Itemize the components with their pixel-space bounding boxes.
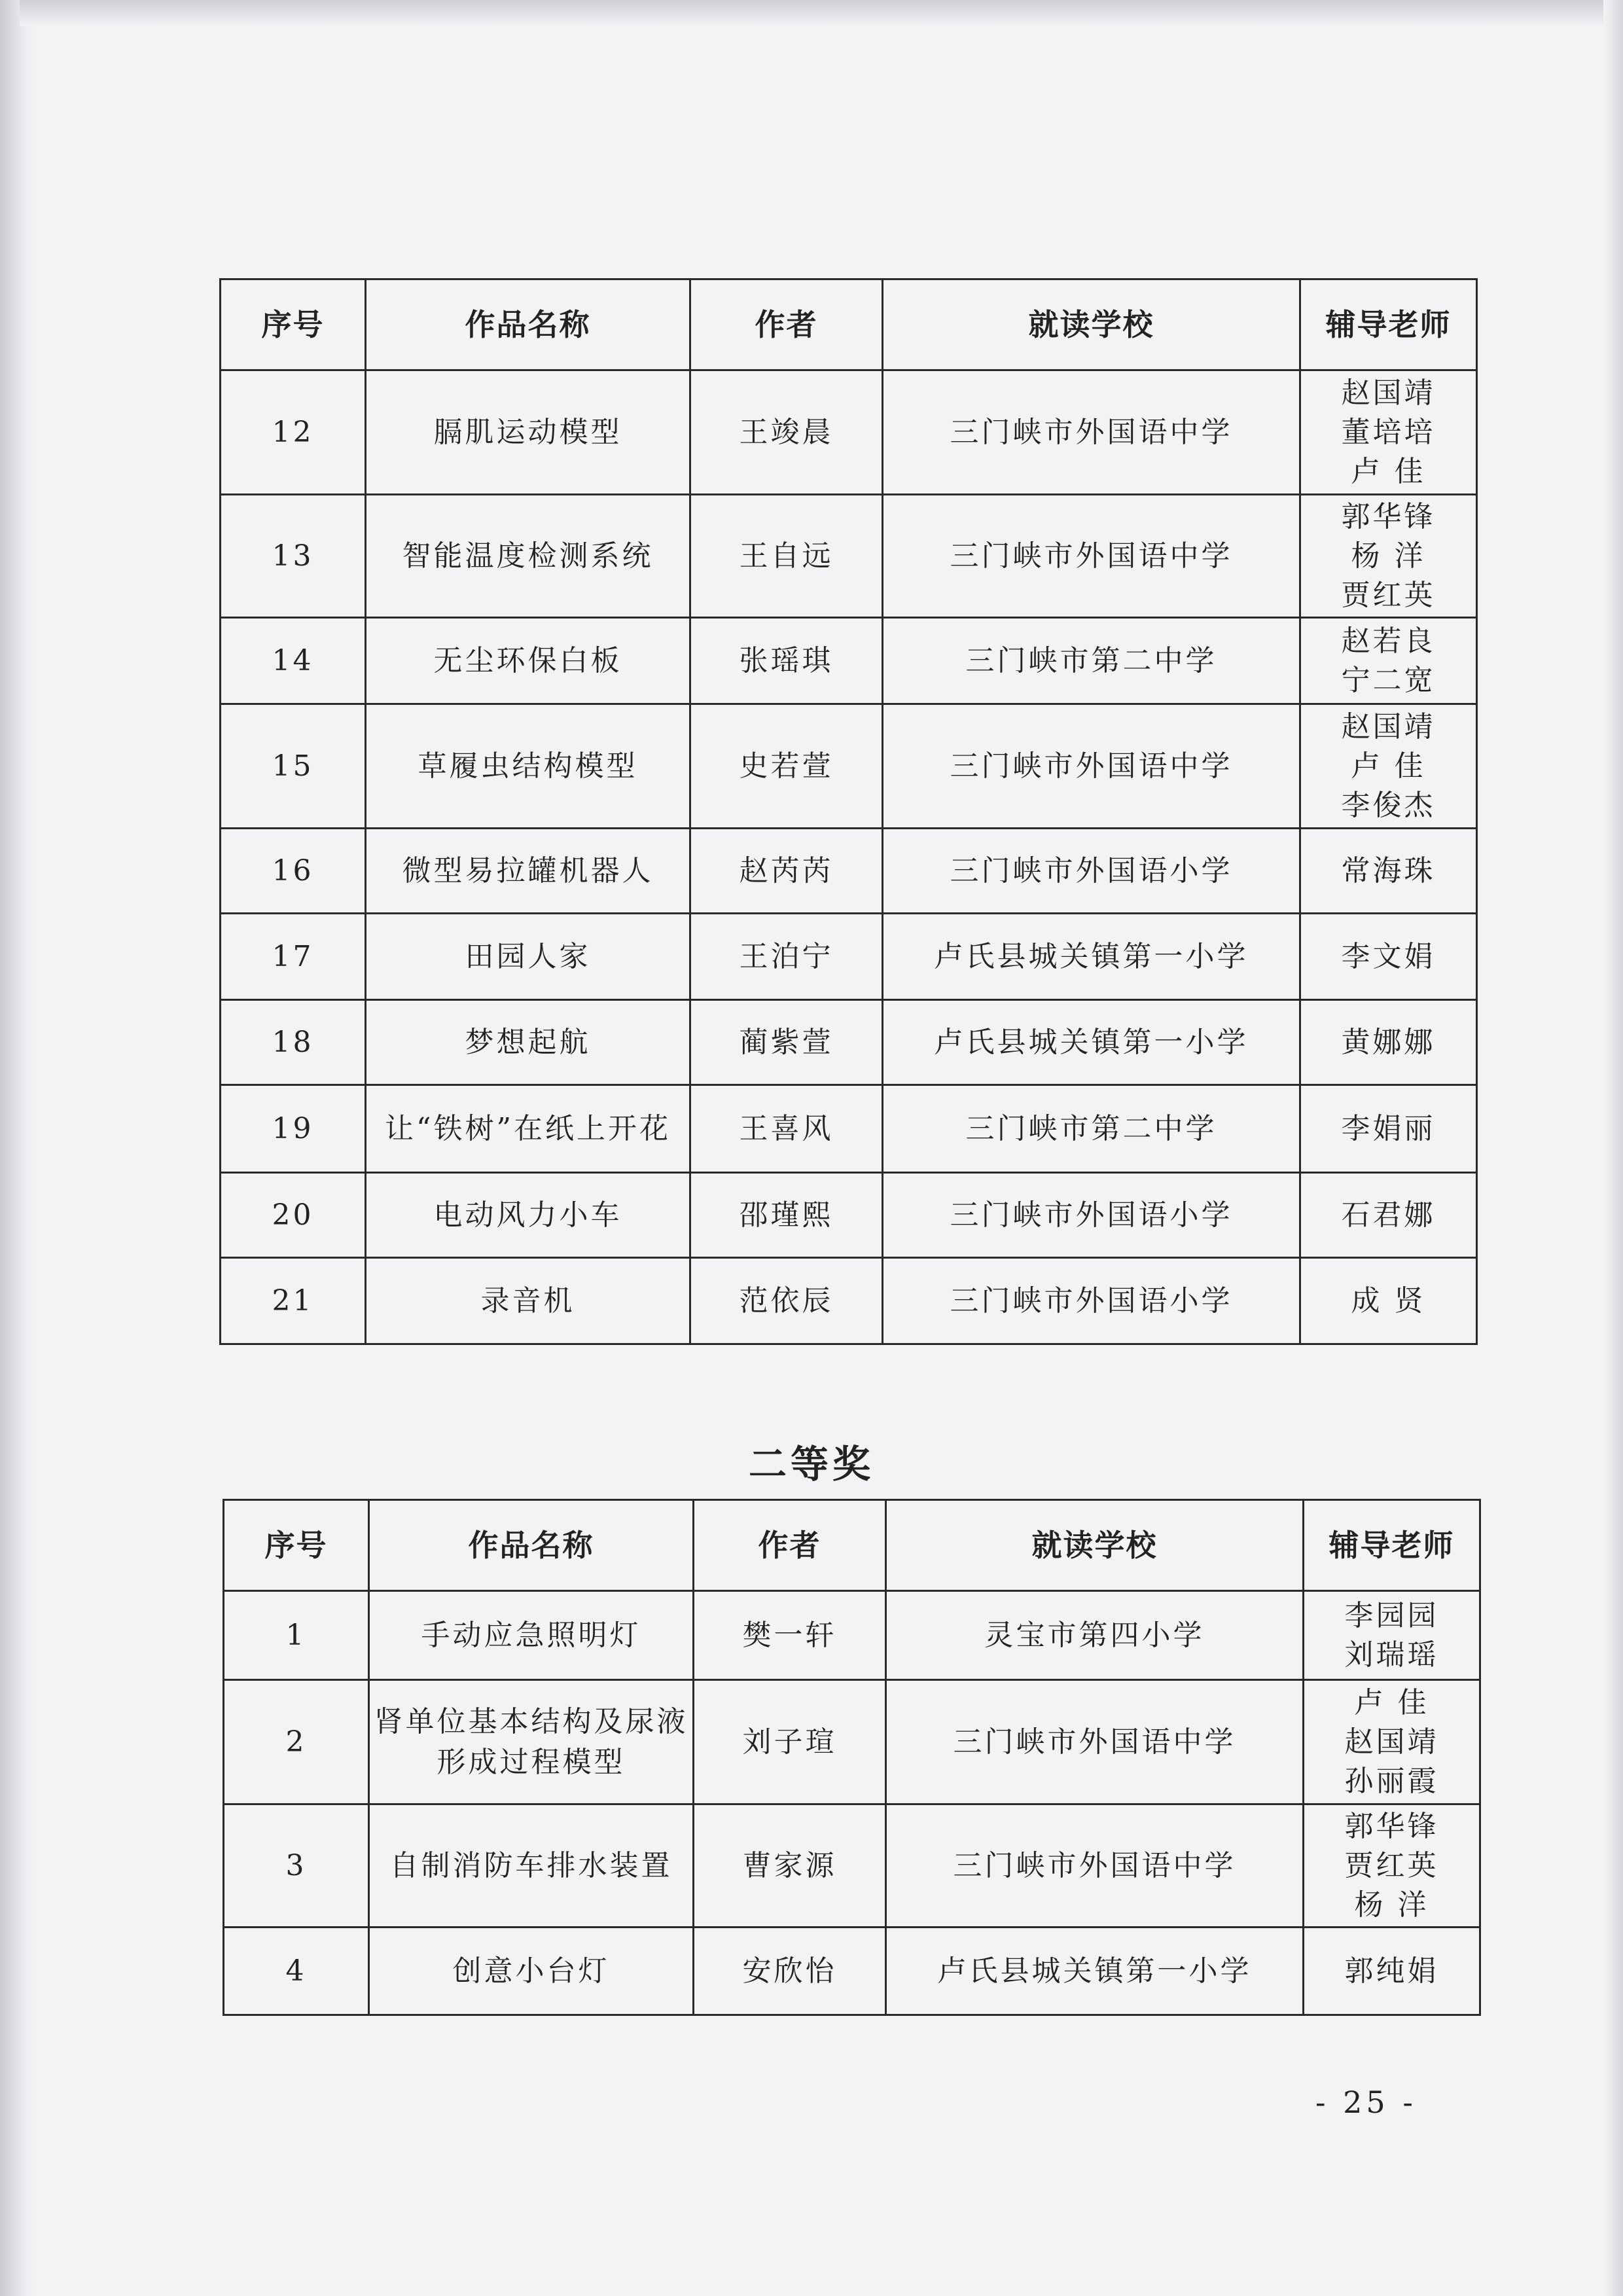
cell-author: 刘子瑄 — [694, 1680, 886, 1804]
cell-number: 16 — [221, 829, 366, 914]
cell-school: 三门峡市外国语小学 — [883, 1258, 1300, 1344]
teacher-name: 郭华锋 — [1341, 499, 1436, 533]
cell-teachers — [1300, 370, 1477, 495]
second-prize-table — [223, 1499, 1481, 2016]
header-school: 就读学校 — [886, 1500, 1304, 1591]
teacher-name: 孙丽霞 — [1344, 1764, 1439, 1798]
cell-number: 17 — [221, 914, 366, 1000]
teacher-name: 杨 洋 — [1354, 1888, 1429, 1922]
header-teachers: 辅导老师 — [1300, 279, 1477, 370]
page-shadow-left — [0, 0, 36, 2296]
cell-teachers — [1304, 1804, 1480, 1928]
cell-teachers — [1300, 914, 1477, 1000]
cell-school: 卢氏县城关镇第一小学 — [886, 1928, 1304, 2015]
cell-author: 史若萱 — [690, 704, 883, 829]
cell-author: 赵芮芮 — [690, 829, 883, 914]
header-number: 序号 — [224, 1500, 369, 1591]
cell-school: 三门峡市第二中学 — [883, 1085, 1300, 1173]
cell-number: 4 — [224, 1928, 369, 2015]
cell-author: 蔺紫萱 — [690, 1000, 883, 1085]
cell-teachers — [1300, 704, 1477, 829]
cell-number: 13 — [221, 495, 366, 618]
page-shadow-right — [1603, 0, 1623, 2296]
teacher-name: 黄娜娜 — [1341, 1025, 1436, 1059]
cell-number: 14 — [221, 618, 366, 704]
teacher-name: 赵国靖 — [1341, 709, 1436, 744]
cell-number: 19 — [221, 1085, 366, 1173]
page-number: - 25 - — [1315, 2085, 1417, 2120]
cell-number: 21 — [221, 1258, 366, 1344]
table-row — [221, 618, 1477, 704]
cell-school: 卢氏县城关镇第一小学 — [883, 914, 1300, 1000]
cell-school: 三门峡市外国语中学 — [886, 1804, 1304, 1928]
table-row — [221, 370, 1477, 495]
cell-work-title: 录音机 — [366, 1258, 690, 1344]
cell-teachers — [1300, 495, 1477, 618]
teacher-name: 郭纯娟 — [1344, 1954, 1439, 1988]
cell-author: 王泊宁 — [690, 914, 883, 1000]
cell-number: 2 — [224, 1680, 369, 1804]
header-teachers: 辅导老师 — [1304, 1500, 1480, 1591]
cell-work-title: 肾单位基本结构及尿液形成过程模型 — [369, 1680, 694, 1804]
header-author: 作者 — [694, 1500, 886, 1591]
cell-work-title: 自制消防车排水装置 — [369, 1804, 694, 1928]
header-school: 就读学校 — [883, 279, 1300, 370]
table-row — [221, 1085, 1477, 1173]
teacher-name: 石君娜 — [1341, 1198, 1436, 1232]
cell-author: 王自远 — [690, 495, 883, 618]
cell-teachers — [1300, 1258, 1477, 1344]
cell-school: 三门峡市外国语小学 — [883, 1173, 1300, 1258]
page-shadow-top — [20, 0, 1616, 26]
teacher-name: 郭华锋 — [1344, 1809, 1439, 1843]
cell-work-title: 创意小台灯 — [369, 1928, 694, 2015]
cell-school: 灵宝市第四小学 — [886, 1591, 1304, 1680]
cell-number: 12 — [221, 370, 366, 495]
teacher-name: 赵国靖 — [1341, 376, 1436, 410]
cell-teachers — [1300, 1173, 1477, 1258]
teacher-name: 宁二宽 — [1341, 663, 1436, 697]
cell-teachers — [1304, 1928, 1480, 2015]
header-author: 作者 — [690, 279, 883, 370]
cell-school: 三门峡市第二中学 — [883, 618, 1300, 704]
cell-work-title: 梦想起航 — [366, 1000, 690, 1085]
teacher-name: 常海珠 — [1341, 853, 1436, 888]
cell-work-title: 电动风力小车 — [366, 1173, 690, 1258]
teacher-name: 刘瑞瑶 — [1344, 1638, 1439, 1672]
table-header-row — [224, 1500, 1480, 1591]
cell-author: 曹家源 — [694, 1804, 886, 1928]
cell-work-title: 无尘环保白板 — [366, 618, 690, 704]
table-row — [224, 1804, 1480, 1928]
table-row — [221, 829, 1477, 914]
cell-author: 王竣晨 — [690, 370, 883, 495]
cell-author: 邵瑾熙 — [690, 1173, 883, 1258]
teacher-name: 成 贤 — [1351, 1283, 1426, 1318]
cell-number: 3 — [224, 1804, 369, 1928]
table-row — [221, 1000, 1477, 1085]
table-row — [221, 914, 1477, 1000]
teacher-name: 赵国靖 — [1344, 1725, 1439, 1759]
table-row — [224, 1928, 1480, 2015]
cell-work-title: 智能温度检测系统 — [366, 495, 690, 618]
table-row — [221, 1173, 1477, 1258]
cell-teachers — [1300, 618, 1477, 704]
teacher-name: 卢 佳 — [1351, 749, 1426, 783]
table-header-row — [221, 279, 1477, 370]
teacher-name: 李娟丽 — [1341, 1111, 1436, 1145]
teacher-name: 李园园 — [1344, 1598, 1439, 1632]
cell-work-title: 微型易拉罐机器人 — [366, 829, 690, 914]
header-work-title: 作品名称 — [366, 279, 690, 370]
cell-work-title: 田园人家 — [366, 914, 690, 1000]
cell-school: 三门峡市外国语小学 — [883, 829, 1300, 914]
teacher-name: 董培培 — [1341, 415, 1436, 449]
cell-number: 18 — [221, 1000, 366, 1085]
cell-work-title: 手动应急照明灯 — [369, 1591, 694, 1680]
table-row — [221, 495, 1477, 618]
header-work-title: 作品名称 — [369, 1500, 694, 1591]
cell-author: 樊一轩 — [694, 1591, 886, 1680]
cell-author: 范依辰 — [690, 1258, 883, 1344]
teacher-name: 杨 洋 — [1351, 539, 1426, 573]
cell-school: 三门峡市外国语中学 — [883, 370, 1300, 495]
cell-teachers — [1300, 829, 1477, 914]
table-row — [221, 704, 1477, 829]
table-row — [224, 1591, 1480, 1680]
cell-school: 卢氏县城关镇第一小学 — [883, 1000, 1300, 1085]
teacher-name: 赵若良 — [1341, 624, 1436, 658]
cell-number: 15 — [221, 704, 366, 829]
cell-teachers — [1304, 1591, 1480, 1680]
table-row — [221, 1258, 1477, 1344]
cell-teachers — [1304, 1680, 1480, 1804]
teacher-name: 卢 佳 — [1351, 454, 1426, 488]
table-body — [224, 1591, 1480, 2015]
teacher-name: 贾红英 — [1341, 578, 1436, 612]
table-body — [221, 370, 1477, 1344]
cell-school: 三门峡市外国语中学 — [883, 704, 1300, 829]
cell-work-title: 让“铁树”在纸上开花 — [366, 1085, 690, 1173]
cell-author: 安欣怡 — [694, 1928, 886, 2015]
cell-author: 王喜风 — [690, 1085, 883, 1173]
teacher-name: 卢 佳 — [1354, 1685, 1429, 1719]
cell-author: 张瑶琪 — [690, 618, 883, 704]
cell-teachers — [1300, 1085, 1477, 1173]
first-prize-table-continued — [219, 278, 1478, 1345]
cell-number: 1 — [224, 1591, 369, 1680]
cell-work-title: 草履虫结构模型 — [366, 704, 690, 829]
cell-school: 三门峡市外国语中学 — [883, 495, 1300, 618]
cell-work-title: 膈肌运动模型 — [366, 370, 690, 495]
table-row — [224, 1680, 1480, 1804]
teacher-name: 贾红英 — [1344, 1848, 1439, 1882]
header-number: 序号 — [221, 279, 366, 370]
teacher-name: 李文娟 — [1341, 939, 1436, 973]
cell-teachers — [1300, 1000, 1477, 1085]
teacher-name: 李俊杰 — [1341, 788, 1436, 822]
second-prize-heading: 二等奖 — [748, 1442, 874, 1486]
cell-number: 20 — [221, 1173, 366, 1258]
cell-school: 三门峡市外国语中学 — [886, 1680, 1304, 1804]
